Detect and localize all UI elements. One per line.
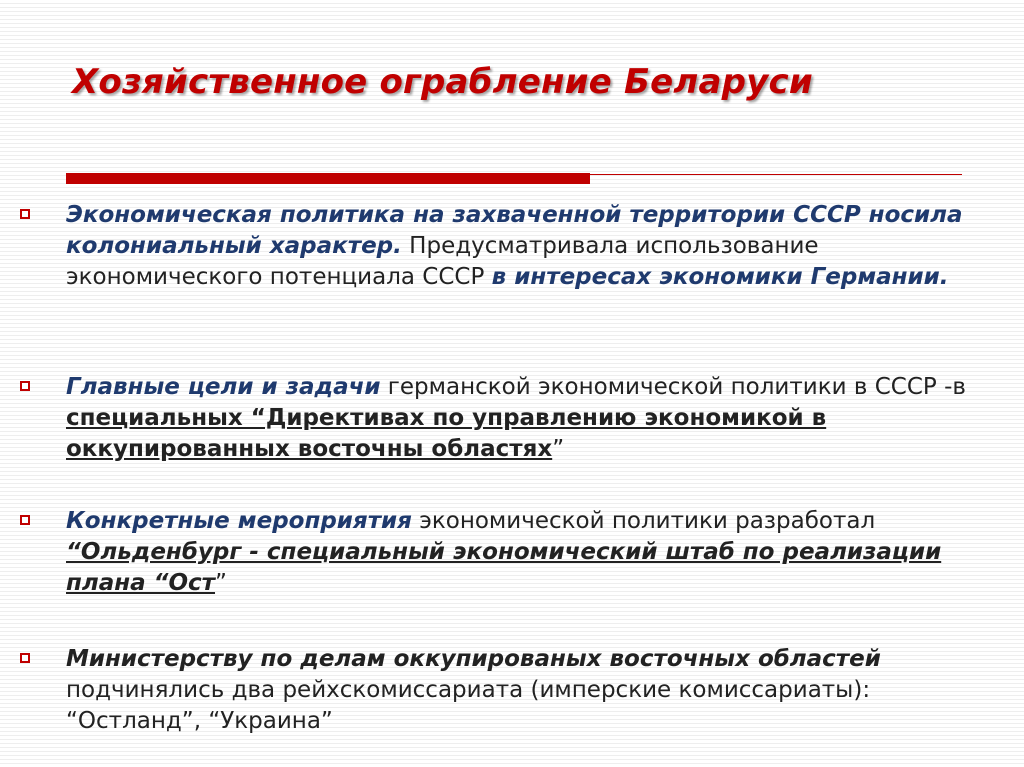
square-bullet-icon — [20, 515, 30, 525]
bullet-emphasis: Экономическая политика на захваченной территории СССР носила колониальный характер. — [66, 202, 963, 259]
slide-title: Хозяйственное ограбление Беларуси — [72, 62, 813, 102]
bullet-item-goals — [66, 372, 1006, 465]
bullet-underlined: специальных “Директивах по управлению экономикой в оккупированных восточны областях — [66, 405, 827, 462]
bullet-text: экономической политики разработал — [411, 508, 876, 534]
bullet-emphasis: Главные цели и задачи — [66, 374, 381, 400]
bullet-emphasis: Конкретные мероприятия — [66, 508, 412, 534]
bullet-emphasis: Министерству по делам оккупированых восточных областей — [66, 646, 881, 672]
bullet-text: Предусматривала использование экономического потенциала СССР — [66, 233, 819, 290]
bullet-underlined: “Ольденбург - специальный экономический штаб по реализации плана “Ост — [66, 539, 942, 596]
square-bullet-icon — [20, 209, 30, 219]
bullet-item-measures — [66, 506, 1006, 599]
bullet-text: германской экономической политики в СССР -в — [380, 374, 966, 400]
bullet-text: ” — [552, 436, 565, 462]
square-bullet-icon — [20, 653, 30, 663]
bullet-item-ministry — [66, 644, 1006, 737]
bullet-text: подчинялись два рейхскомиссариата (имперские комиссариаты): “Остланд”, “Украина” — [66, 677, 871, 734]
bullet-item-colonial-policy — [66, 200, 1006, 293]
bullet-text: ” — [215, 570, 227, 596]
bullet-emphasis: в интересах экономики Германии. — [491, 264, 949, 290]
square-bullet-icon — [20, 381, 30, 391]
